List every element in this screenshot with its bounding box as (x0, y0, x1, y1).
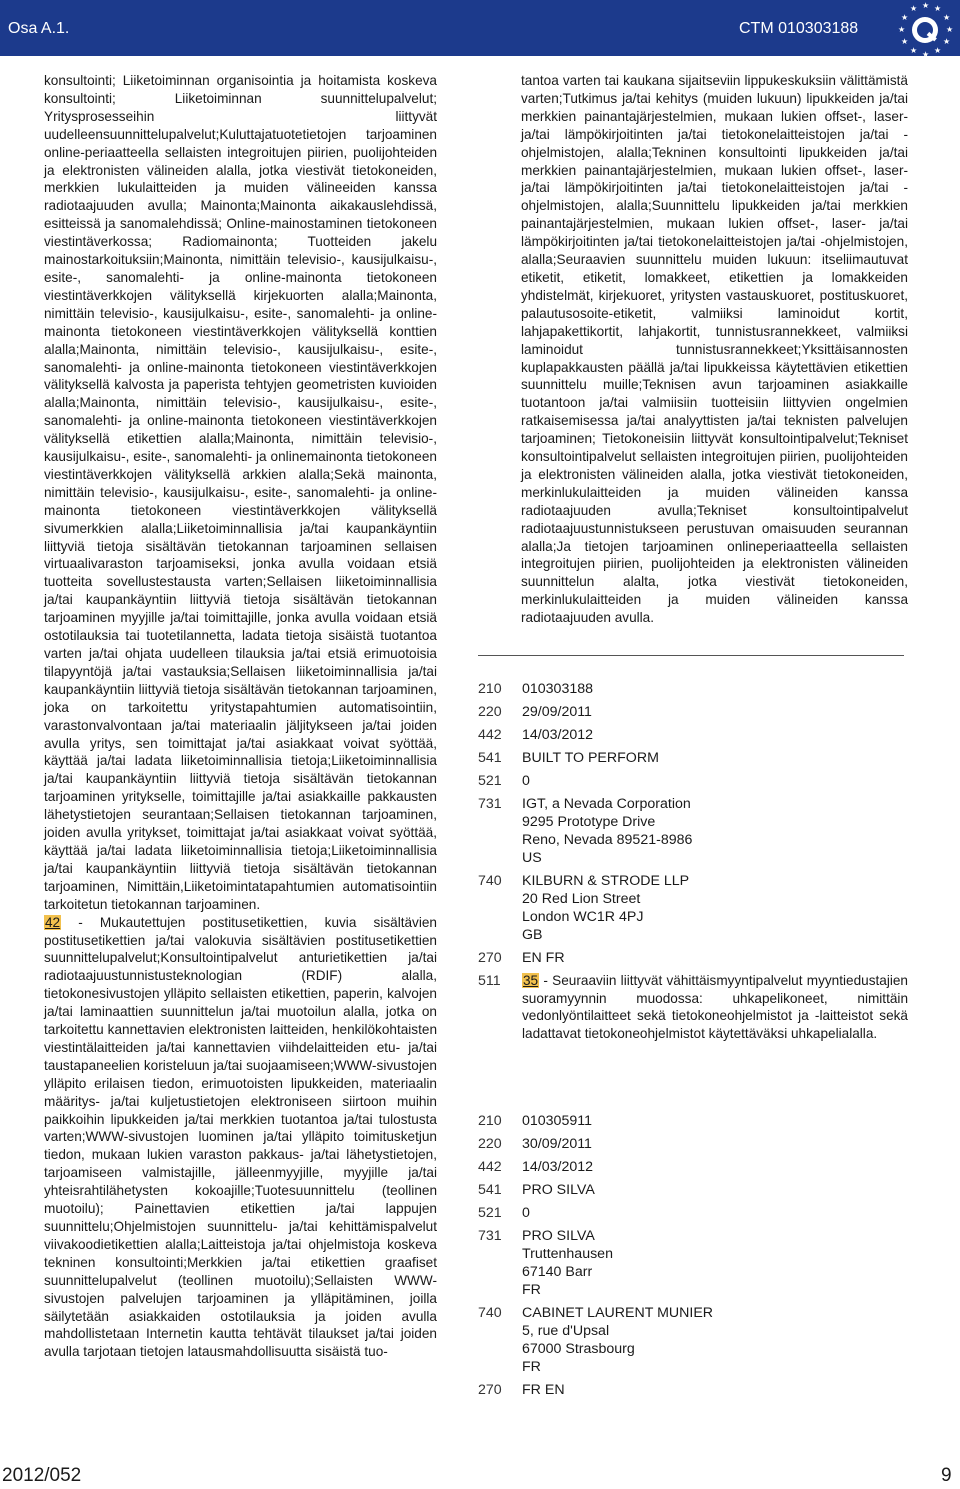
record-field-270 (478, 1381, 908, 1399)
field-value (522, 1204, 908, 1222)
right-column-continuation (521, 72, 908, 627)
field-value (522, 949, 908, 967)
field-value-line: 30/09/2011 (522, 1136, 592, 1152)
svg-text:★: ★ (943, 13, 951, 22)
record-field-541 (478, 1181, 908, 1199)
field-value-line: US (522, 850, 542, 866)
document-id: CTM 010303188 (739, 20, 859, 37)
svg-text:★: ★ (943, 37, 951, 46)
field-code: 442 (478, 727, 502, 743)
field-code: 731 (478, 796, 502, 812)
field-value-line: 20 Red Lion Street (522, 891, 641, 907)
field-value-line: FR EN (522, 1382, 565, 1398)
field-code: 210 (478, 681, 502, 697)
svg-text:★: ★ (922, 50, 930, 59)
field-value (522, 1304, 908, 1376)
field-value-line: CABINET LAURENT MUNIER (522, 1305, 714, 1321)
field-value (522, 703, 908, 721)
field-value-line: PRO SILVA (522, 1182, 595, 1198)
field-value (522, 749, 908, 767)
field-value-line: IGT, a Nevada Corporation (522, 796, 691, 812)
svg-text:★: ★ (934, 46, 942, 55)
field-value (522, 1227, 908, 1299)
field-code: 740 (478, 1305, 502, 1321)
record-field-731 (478, 795, 908, 867)
field-value-line: Truttenhausen (522, 1246, 613, 1262)
field-value-line: GB (522, 927, 543, 943)
field-value-line: Reno, Nevada 89521-8986 (522, 832, 693, 848)
eu-stars-logo-icon (893, 0, 957, 64)
field-value (522, 872, 908, 944)
field-code: 541 (478, 750, 502, 766)
class-35-number: 35 (523, 973, 539, 988)
field-value-line: KILBURN & STRODE LLP (522, 873, 690, 889)
field-value-line: 010305911 (522, 1113, 592, 1129)
record-field-220 (478, 1135, 908, 1153)
record-field-220 (478, 703, 908, 721)
field-code: 270 (478, 1382, 502, 1398)
class-42-paragraph (44, 914, 437, 1362)
field-value-line: 5, rue d'Upsal (522, 1323, 610, 1339)
field-value (522, 795, 908, 867)
field-code: 270 (478, 950, 502, 966)
record-field-511 (478, 972, 908, 1042)
class-42-number: 42 (45, 914, 61, 930)
record-separator (478, 655, 904, 656)
record-field-210 (478, 1112, 908, 1130)
record-field-740 (478, 1304, 908, 1376)
field-value (522, 772, 908, 790)
services-paragraph: konsultointi; Liiketoiminnan organisointia ja hoitamista koskeva konsultointi; Liiketoiminnan suunnittelupalvelut; Yritysprosesseihin liittyvät uudelleensuunnittelupalvelut;Kuluttajatuotetietojen tarjoaminen online-periaatteella sellaisten integroitujen piirien, puolijohteiden ja elektronisten välineiden alalla, jotka viestivät tietokoneiden, merkkien lukulaitteiden ja muiden välineeiden kanssa radiotaajuuden avulla; Mainonta;Mainonta aikakauslehdissä, esitteissä ja sanomalehdissä; Online-mainostaminen tietokoneen viestintäverkossa; Radiomainonta; Tuotteiden jakelu mainostarkoituksiin;Mainonta, nimittäin televisio-, kausijulkaisu-, esite-, sanomalehti- ja online-mainonta tietokoneen viestintäverkkojen välityksellä kirjekuorten alalla;Mainonta, nimittäin televisio-, kausijulkaisu-, esite-, sanomalehti- ja online-mainonta tietokoneen viestintäverkkojen välityksellä konttien alalla;Mainonta, nimittäin televisio-, kausijulkaisu-, esite-, sanomalehti- ja online-mainonta tietokoneen viestintäverkkojen välityksellä kalvosta ja paperista tehtyjen geometristen kuvioiden alalla;Mainonta, nimittäin televisio-, kausijulkaisu-, esite-, sanomalehti- ja online-mainonta tietokoneen viestintäverkkojen välityksellä etikettien alalla;Mainonta, nimittäin televisio-, kausijulkaisu-, esite-, sanomalehti- ja onlinemainonta tietokoneen viestintäverkkojen välityksellä arkkien alalla;Sekä mainonta, nimittäin televisio-, kausijulkaisu-, esite-, sanomalehti- ja online-mainonta tietokoneen viestintäverkkojen välityksellä sivumerkkien alalla;Liiketoiminnallisia ja/tai kaupankäyntiin liittyviä tietoja sisältävän tietokannan tarjoaminen sellaisen virtuaalivaraston tarjoamiseksi, jonka avulla voidaan etsiä tuotteita sovellustestausta varten;Sellaisen liiketoiminnallisia ja/tai kaupankäyntiin liittyviä tietoja sisältävän tietokannan tarjoaminen myyjille ja/tai toimittajille, jonka avulla voidaan etsiä ostotilauksia tai tuotetilannetta, ladata tietoja sisäistä tuotantoa varten ja/tai ohjata uudelleen tilauksia ja/tai etsiä erimuotoisia tilapyyntöjä ja/tai vastauksia;Sellaisen liiketoiminnallisia ja/tai kaupankäyntiin liittyviä tietoja sisältävän tietokannan tarjoaminen, joka on tarkoitettu yritystapahtumien automatisointiin, varastonvalvontaan ja/tai materiaalin jäljitykseen ja/tai joiden avulla yritys, sen toimittajat ja/tai asiakkaat voivat syöttää, käyttää ja/tai ladata liiketoiminnallisia tietoja;Liiketoiminnallisia ja/tai kaupankäyntiin liittyviä tietoja sisältävän tietokannan tarjoaminen yritykselle, toimittajille ja/tai asiakkaille pakkausten lähetystietojen seurantaan;Sellaisen tietokannan tarjoaminen, joiden avulla yritykset, toimittajat ja/tai asiakkaat voivat syöttää, käyttää ja/tai ladata liiketoiminnallisia tietoja;Liiketoiminnallisia ja/tai kaupankäyntiin liittyviä tietoja sisältävän tietokannan tarjoaminen, Nimittäin,Liiketoimintatapahtumien automatisointiin tarkoitetun tietokannan tarjoaminen. (44, 73, 437, 912)
class-35-text: - Seuraaviin liittyvät vähittäismyyntipalvelut myyntiedustajien suoramyynnin muodossa: uhkapelikoneet, nimittäin vedonlyöntilaitteet sekä tietokoneohjelmistot ja -laitteistot sekä ladattavat tietokoneohjelmistot käytettäväksi uhkapelialalla. (522, 973, 908, 1041)
class-42-text: - Mukautettujen postitusetikettien, kuvia sisältävien postitusetikettien ja/tai valokuvia sisältävien postitusetikettien suunnittelupalvelut;Konsultointipalvelut anturietikettien ja/tai radiotaajuustunnistusteknologian (RDIF) alalla, tietokonesivustojen ylläpito sellaisten etikettien, paperin, kalvojen ja/tai laminaattien suunnittelun ja/tai muotoilun alalla, jotka on tarkoitettu kannettavien elektronisten laitteiden, henkilökohtaisten viestintälaitteiden ja/tai kannettavien viihdelaitteiden etu- ja/tai taustapaneelien koristeluun ja/tai suojaamiseen;WWW-sivustojen ylläpito erilaisen tiedon, erimuotoisten lipukkeiden, materiaalin määritys- ja/tai kuljetustietojen elektroniseen siirtoon muihin paikkoihin lipukkeiden ja/tai merkkien tuotantoa ja/tai tulostusta varten;WWW-sivustojen luominen ja/tai ylläpito toimitusketjun tiedon, mukaan lukien varaston pakkaus- ja/tai lähetystietojen, tarjoamiseen valmistajille, jälleenmyyjille, myyjille ja/tai yhteisrahtilähetysten kokoajille;Tuotesuunnittelu (teollinen muotoilu); Painettavien etikettien ja/tai lappujen suunnittelu;Ohjelmistojen suunnittelu- ja/tai kehittämispalvelut viivakoodietikettien alalla;Laitteistoja ja/tai ohjelmistoja koskeva tekninen konsultointi;Merkkien ja/tai etikettien graafiset suunnittelupalvelut (teollinen muotoilu);Sellaisten WWW-sivustojen palvelujen tarjoaminen ja ylläpitäminen, joilla säilytetään asiakkaiden ostotilauksia ja joiden avulla mahdollistetaan Internetin kautta tehtävät tilaukset ja/tai joiden avulla tarjotaan tietojen latausmahdollisuutta sisäistä tuo- (44, 914, 437, 1360)
record-field-731 (478, 1227, 908, 1299)
page-number: 9 (941, 1465, 952, 1486)
field-value-line: 14/03/2012 (522, 1159, 594, 1175)
record-field-740 (478, 872, 908, 944)
field-code: 442 (478, 1159, 502, 1175)
record-field-442 (478, 1158, 908, 1176)
field-value (522, 1158, 908, 1176)
issue-number: 2012/052 (2, 1465, 82, 1486)
field-code: 220 (478, 704, 502, 720)
field-value (522, 1135, 908, 1153)
record-field-270 (478, 949, 908, 967)
field-code: 740 (478, 873, 502, 889)
field-value (522, 1181, 908, 1199)
goods-services-text (522, 972, 908, 1042)
record-field-442 (478, 726, 908, 744)
field-value-line: 14/03/2012 (522, 727, 594, 743)
field-code: 541 (478, 1182, 502, 1198)
field-value-line: BUILT TO PERFORM (522, 750, 659, 766)
field-value-line: PRO SILVA (522, 1228, 595, 1244)
svg-text:★: ★ (901, 13, 909, 22)
field-code: 521 (478, 1205, 502, 1221)
svg-text:★: ★ (901, 37, 909, 46)
continued-paragraph: tantoa varten tai kaukana sijaitseviin lippukeskuksiin välittämistä varten;Tutkimus ja/tai kehitys (muiden lukuun) lipukkeiden ja/tai merkkien painantajärjestelmien, mukaan lukien offset-, laser- ja/tai lämpökirjoitinten ja/tai tietokonelaitteistojen ja/tai -ohjelmistojen, alalla;Tekninen konsultointi lipukkeiden ja/tai merkkien painantajärjestelmien, mukaan lukien offset-, laser- ja/tai lämpökirjoitinten ja/tai tietokonelaitteistojen ja/tai -ohjelmistojen, alalla;Suunnittelu lipukkeiden ja/tai merkkien painantajärjestelmien, mukaan lukien offset-, laser- ja/tai lämpökirjoitinten ja/tai tietokonelaitteistojen ja/tai -ohjelmistojen, alalla;Seuraavien suunnittelu muiden lukuun: itseliimautuvat etiketit, etiketit, lomakkeet, etikettien ja lomakkeiden yhdistelmät, kirjekuoret, yritysten vastauskuoret, postituskuoret, palautusosoite-etiketit, valmiiksi laminoidut kortit, lahjapakettikortit, lahjakortit, tunnistusrannekkeet, valmiiksi laminoidut tunnistusrannekkeet;Yksittäisannosten kuplapakkausten päällä ja/tai lipukkeissa käytettävien etikettien suunnittelu muille;Teknisen avun tarjoaminen asiakkaille tuotantoon ja/tai valmiisiin tuotteisiin liittyvien ongelmien ratkaisemisessa ja/tai analyyttisten ja/tai teknisten palvelujen tarjoaminen; Tietokoneisiin liittyvät konsultointipalvelut;Tekniset konsultointipalvelut sellaisten integroitujen piirien, puolijohteiden ja elektronisten välineiden alalla, jotka viestivät tietokoneiden, merkinlukulaitteiden ja muiden välineiden kanssa radiotaajuuden avulla;Tekniset konsultointipalvelut radiotaajuustunnistukseen perustuvan omaisuuden seurannan alalla;Ja tietojen tarjoaminen onlineperiaatteella sellaisten integroitujen piirien, puolijohteiden ja elektronisten välineiden suunnittelun alalta, jotka viestivät tietokoneiden, merkinlukulaitteiden ja muiden välineiden kanssa radiotaajuuden avulla. (521, 73, 908, 626)
field-value-line: 010303188 (522, 681, 594, 697)
field-code: 731 (478, 1228, 502, 1244)
field-value-line: 67140 Barr (522, 1264, 593, 1280)
svg-text:★: ★ (910, 46, 918, 55)
trademark-record-1 (478, 680, 908, 1047)
svg-text:★: ★ (922, 1, 930, 10)
field-value (522, 1381, 908, 1399)
field-value-line: 0 (522, 773, 530, 789)
field-value (522, 1112, 908, 1130)
svg-text:★: ★ (934, 4, 942, 13)
section-label: Osa A.1. (8, 20, 70, 37)
field-code: 511 (478, 973, 501, 989)
left-column (44, 72, 437, 1361)
field-value (522, 680, 908, 698)
field-code: 210 (478, 1113, 502, 1129)
trademark-record-2 (478, 1112, 908, 1404)
svg-text:★: ★ (910, 4, 918, 13)
field-value-line: FR (522, 1282, 541, 1298)
record-field-541 (478, 749, 908, 767)
record-field-521 (478, 772, 908, 790)
field-value (522, 726, 908, 744)
field-code: 220 (478, 1136, 502, 1152)
field-value-line: 29/09/2011 (522, 704, 592, 720)
field-value-line: 0 (522, 1205, 530, 1221)
record-field-521 (478, 1204, 908, 1222)
header-bar (0, 0, 960, 59)
field-value-line: 9295 Prototype Drive (522, 814, 656, 830)
svg-text:★: ★ (946, 25, 954, 34)
field-value-line: EN FR (522, 950, 565, 966)
record-field-210 (478, 680, 908, 698)
field-value-line: 67000 Strasbourg (522, 1341, 635, 1357)
field-value-line: FR (522, 1359, 541, 1375)
field-code: 521 (478, 773, 502, 789)
field-value-line: London WC1R 4PJ (522, 909, 644, 925)
svg-text:★: ★ (898, 25, 906, 34)
